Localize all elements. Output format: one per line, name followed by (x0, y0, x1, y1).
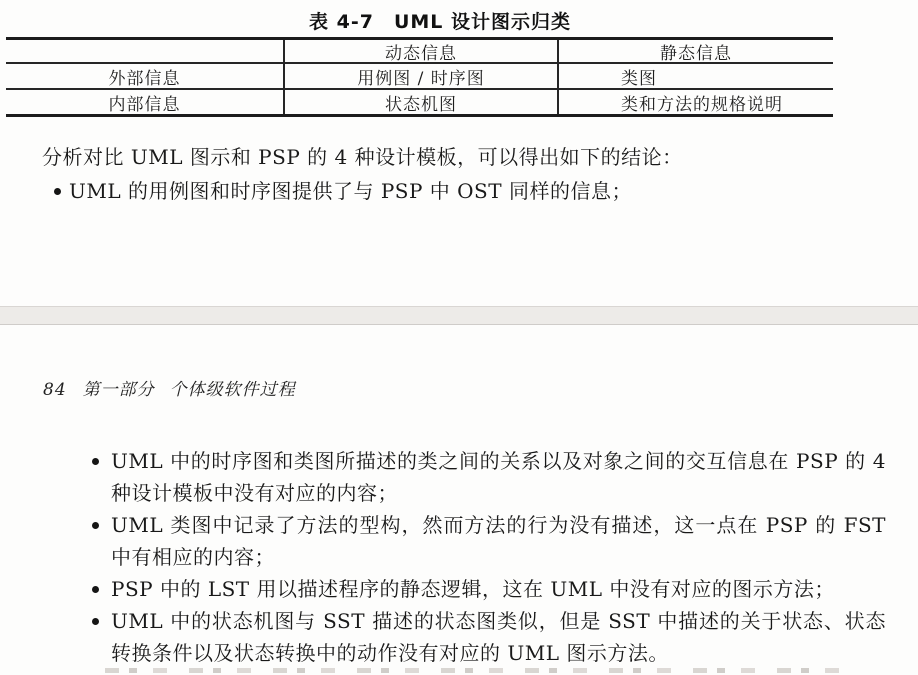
running-header (43, 380, 296, 400)
uml-classification-table (6, 37, 833, 117)
table-cell-usecase-sequence: 用例图 / 时序图 (283, 64, 557, 90)
bullet-icon (92, 522, 99, 529)
page-separator-band (0, 306, 918, 325)
conclusion-bullet-list (92, 445, 886, 669)
table-cell-internal-info: 内部信息 (108, 94, 181, 115)
bullet-icon (54, 188, 61, 195)
table-cell-state-machine: 状态机图 (283, 90, 557, 114)
part-label: 第一部分 (82, 380, 155, 400)
bullet-item (92, 573, 886, 605)
table-caption: 表 4-7 UML 设计图示归类 (309, 11, 571, 33)
bullet-icon (92, 586, 99, 593)
bullet-item (92, 445, 886, 509)
bullet-text: UML 中的状态机图与 SST 描述的状态图类似，但是 SST 中描述的关于状态、状态转换条件以及状态转换中的动作没有对应的 UML 图示方法。 (111, 609, 886, 665)
intro-paragraph: 分析对比 UML 图示和 PSP 的 4 种设计模板，可以得出如下的结论： (42, 145, 683, 169)
cutoff-text-line (95, 668, 857, 673)
bullet-text: UML 类图中记录了方法的型构，然而方法的行为没有描述，这一点在 PSP 的 FST 中有相应的内容； (111, 513, 886, 569)
table-cell-external-info: 外部信息 (6, 64, 283, 90)
bullet-item (92, 605, 886, 669)
table-cell-class-diagram: 类图 (557, 64, 833, 90)
bullet-item (92, 509, 886, 573)
page-number: 84 (43, 380, 67, 400)
table-cell-class-method-spec: 类和方法的规格说明 (557, 90, 833, 114)
table-header-dynamic-info: 动态信息 (283, 40, 557, 64)
part-title: 个体级软件过程 (169, 380, 296, 400)
bullet-item (54, 179, 632, 203)
bullet-text: UML 的用例图和时序图提供了与 PSP 中 OST 同样的信息； (69, 179, 632, 203)
bullet-icon (92, 458, 99, 465)
table-header-empty (6, 40, 283, 64)
table-header-static-info: 静态信息 (557, 40, 833, 64)
bullet-text: UML 中的时序图和类图所描述的类之间的关系以及对象之间的交互信息在 PSP 的 4 种设计模板中没有对应的内容； (111, 449, 886, 505)
bullet-icon (92, 618, 99, 625)
bullet-text: PSP 中的 LST 用以描述程序的静态逻辑，这在 UML 中没有对应的图示方法； (111, 577, 835, 601)
